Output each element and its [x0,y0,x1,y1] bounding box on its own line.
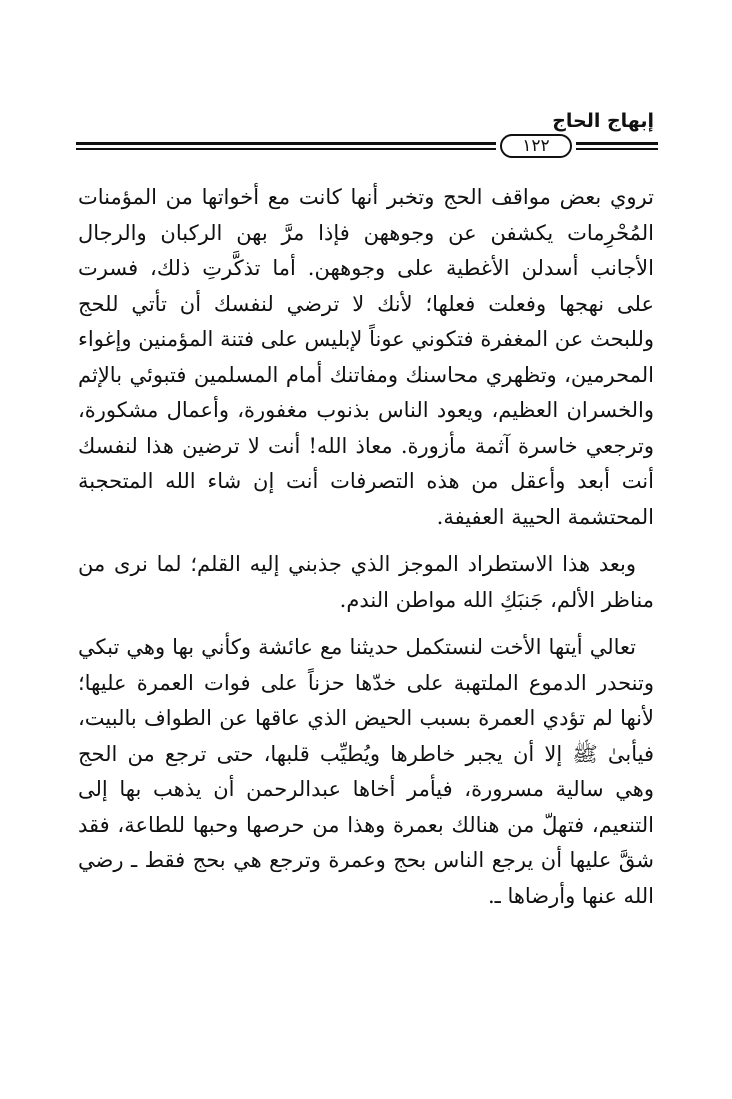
header-rule-thin-left [76,148,496,150]
page-number-frame [500,134,572,158]
header-rule-thin-right [576,148,658,150]
page-number: ١٢٢ [522,135,550,156]
body-text [78,180,654,914]
paragraph-1: تروي بعض مواقف الحج وتخبر أنها كانت مع أخواتها من المؤمنات المُحْرِمات يكشفن عن وجوههن فإذا مرَّ بهن الركبان والرجال الأجانب أسدلن الأغطية على وجوههن. أما تذكَّرتِ ذلك، فسرت على نهجها وفعلت فعلها؛ لأنك لا ترضي لنفسك أن تأتي للحج وللبحث عن المغفرة فتكوني عوناً لإبليس على فتنة المؤمنين وإغواء المحرمين، وتظهري محاسنك ومفاتنك أمام المسلمين فتبوئي بالإثم والخسران العظيم، ويعود الناس بذنوب مغفورة، وأعمال مشكورة، وترجعي خاسرة آثمة مأزورة. معاذ الله! أنت لا ترضين هذا لنفسك أنت أبعد وأعقل من هذه التصرفات أنت إن شاء الله المتحجبة المحتشمة الحيية العفيفة. [78,185,654,529]
running-title: إبهاج الحاج [552,110,654,132]
paragraph-3: تعالي أيتها الأخت لنستكمل حديثنا مع عائشة وكأني بها وهي تبكي وتنحدر الدموع الملتهبة على خدّها حزناً على فوات العمرة عليها؛ لأنها لم تؤدي العمرة بسبب الحيض الذي عاقها عن الطواف بالبيت، فيأبىٰ ﷺ إلا أن يجبر خاطرها ويُطيِّب قلبها، حتى ترجع من الحج وهي سالية مسرورة، فيأمر أخاها عبدالرحمن أن يذهب بها إلى التنعيم، فتهلّ من هنالك بعمرة وهذا من حرصها وحبها للطاعة، فقد شقَّ عليها أن يرجع الناس بحج وعمرة وترجع هي بحج فقط ـ رضي الله عنها وأرضاها ـ. [78,635,654,908]
header-rule-thick-left [76,142,496,145]
paragraph-2: وبعد هذا الاستطراد الموجز الذي جذبني إليه القلم؛ لما نرى من مناظر الألم، جَنبَكِ الله مواطن الندم. [78,552,654,612]
header-rule-thick-right [576,142,658,145]
page-header [76,108,658,164]
